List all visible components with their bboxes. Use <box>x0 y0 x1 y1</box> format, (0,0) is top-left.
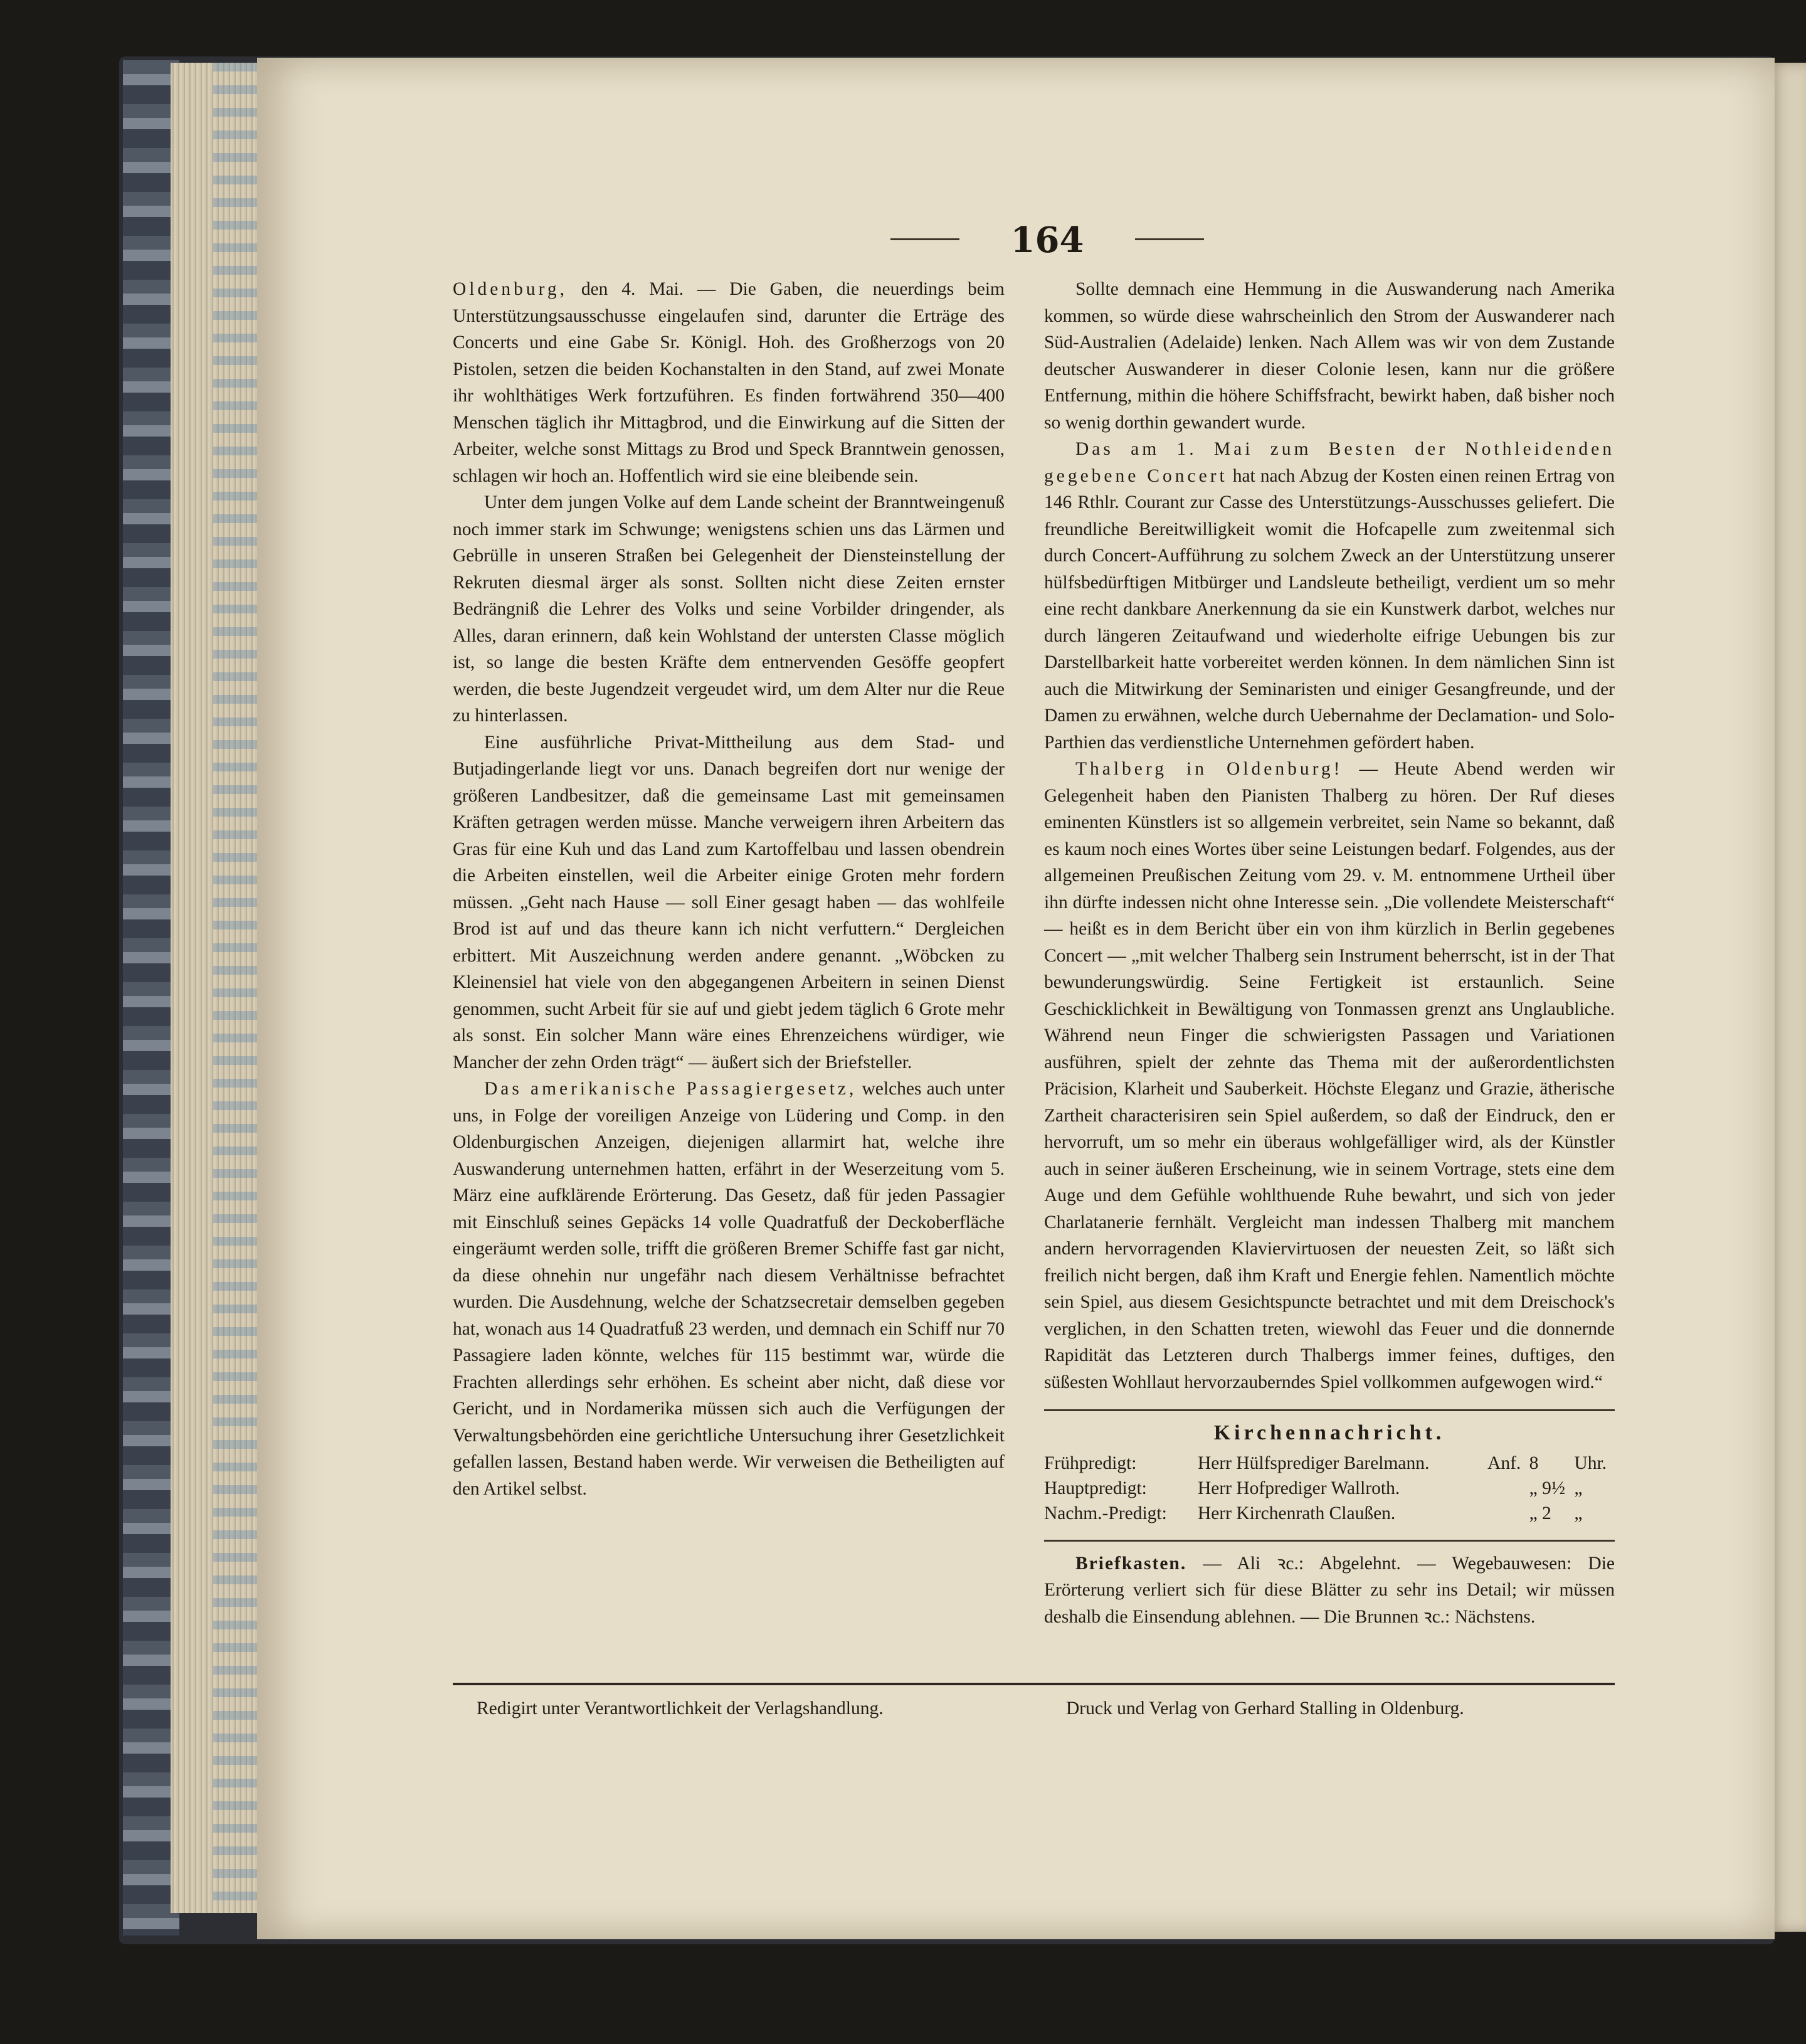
table-row <box>1044 1501 1615 1526</box>
article-text: Sollte demnach eine Hemmung in die Auswanderung nach Amerika kommen, so würde diese wahrscheinlich den Strom der Auswanderer nach Süd-Australien (Adelaide) lenken. Nach Allem was wir von dem Zustande deutscher Auswanderer in dieser Colonie lesen, kann nur die größere Entfernung, mithin die höhere Schiffsfracht, bewirkt haben, daß bisher noch so wenig dorthin gewandert wurde. <box>1044 279 1615 433</box>
service-anf <box>1487 1501 1529 1526</box>
briefkasten-paragraph <box>1044 1550 1615 1631</box>
article-lead: Das amerikanische Passagiergesetz, <box>484 1079 857 1099</box>
article-paragraph <box>1044 276 1615 436</box>
service-time: „ 2 <box>1529 1503 1551 1523</box>
article-text: — Heute Abend werden wir Gelegenheit haben den Pianisten Thalberg zu hören. Der Ruf dieses eminenten Künstlers ist so allgemein verbreitet, sein Name so bekannt, daß es kaum noch eines Wortes über seine Leistungen bedarf. Folgendes, aus der allgemeinen Preußischen Zeitung vom 29. v. M. entnommene Urtheil über ihn dürfte indessen nicht ohne Interesse sein. „Die vollendete Meisterschaft“ — heißt es in dem Bericht über ein von ihm kürzlich in Berlin gegebenes Concert — „mit welcher Thalberg sein Instrument beherrscht, ist in der That bewunderungswürdig. Seine Fertigkeit ist erstaunlich. Seine Geschicklichkeit in Bewältigung von Tonmassen grenzt ans Unglaubliche. Während neun Finger die schwierigsten Passagen und Variationen ausführen, spielt der zehnte das Thema mit der außerordentlichsten Präcision, Klarheit und Sauberkeit. Höchste Eleganz und Grazie, ätherische Zartheit characterisiren sein Spiel außerdem, so daß der Eindruck, den er hervorruft, um so mehr ein überaus wohlgefälliger wird, als der Künstler auch in seiner äußeren Erscheinung, wie in seinem Vortrage, stets eine dem Auge und dem Gefühle wohlthuende Ruhe bewahrt, und sich von jeder Charlatanerie fernhält. Vergleicht man indessen Thalberg mit manchem andern hervorragenden Klaviervirtuosen der neuesten Zeit, so läßt sich freilich nicht bergen, daß ihm Kraft und Energie fehlen. Namentlich möchte sein Spiel, aus diesem Gesichtspuncte betrachtet und mit dem Dreischock's verglichen, in den Schatten treten, wiewohl das Feuer und die donnernde Rapidität das Letzteren durch Thalbergs immer feines, duftiges, den süßesten Wohllaut hervorzauberndes Spiel vollkommen aufgewogen wird.“ <box>1044 759 1615 1392</box>
service-time: „ 9½ <box>1529 1478 1566 1498</box>
kirchennachricht-title: Kirchennachricht. <box>1213 1421 1445 1444</box>
article-paragraph <box>453 729 1005 1076</box>
service-label: Nachm.-Predigt: <box>1044 1503 1167 1523</box>
page-header <box>890 220 1204 263</box>
page-number: 164 <box>1010 220 1084 261</box>
service-anf <box>1487 1476 1529 1501</box>
article-text: hat nach Abzug der Kosten einen reinen Ertrag von 146 Rthlr. Courant zur Casse des Unterstützungs-Ausschusses geliefert. Die freundliche Bereitwilligkeit womit die Hofcapelle zum zweitenmal sich durch Concert-Aufführung zu solchem Zweck an der Unterstützung unserer hülfsbedürftigen Mitbürger und Landsleute betheiligt, verdient um so mehr eine recht dankbare Anerkennung da sie ein Kunstwerk darbot, welches nur durch längeren Zeitaufwand und wiederholte eifrige Uebungen bis zur Darstellbarkeit hatte vorbereitet werden können. In dem nämlichen Sinn ist auch die Mitwirkung der Seminaristen und einiger Gesangfreunde, und der Damen zu erwähnen, welche durch Uebernahme der Declamation- und Solo-Parthien das verdienstliche Unternehmen gefördert haben. <box>1044 465 1615 753</box>
article-lead: Thalberg in Oldenburg! <box>1075 759 1343 779</box>
section-divider <box>1044 1409 1615 1411</box>
service-preacher: Herr Hofprediger Wallroth. <box>1197 1478 1400 1498</box>
service-label: Hauptpredigt: <box>1044 1478 1147 1498</box>
article-text: Unter dem jungen Volke auf dem Lande scheint der Branntweingenuß noch immer stark im Schwunge; wenigstens schien uns das Lärmen und Gebrülle in unseren Straßen bei Gelegenheit der Diensteinstellung der Rekruten diesmal ärger als sonst. Sollten nicht diese Zeiten ernster Bedrängniß die Lehrer des Volks und seine Vorbilder dringender, als Alles, daran erinnern, daß kein Wohlstand der untersten Classe möglich ist, so lange die besten Kräfte dem entnervenden Gesöffe geopfert werden, die beste Jugendzeit vergeudet wird, um dem Alter nur die Reue zu hinterlassen. <box>453 492 1005 726</box>
briefkasten-text: — Ali ꝛc.: Abgelehnt. — Wegebauwesen: Die Erörterung verliert sich für diese Blätter zu sehr ins Detail; wir müssen deshalb die Einsendung ablehnen. — Die Brunnen ꝛc.: Nächstens. <box>1044 1553 1615 1627</box>
briefkasten-title: Briefkasten. <box>1075 1553 1187 1574</box>
table-row <box>1044 1476 1615 1501</box>
service-preacher: Herr Kirchenrath Claußen. <box>1197 1503 1396 1523</box>
service-schedule-table <box>1044 1451 1615 1526</box>
service-anf: Anf. <box>1487 1453 1521 1473</box>
service-unit: „ <box>1574 1503 1583 1523</box>
footer-printer-note: Druck und Verlag von Gerhard Stalling in Oldenburg. <box>1066 1698 1464 1718</box>
article-lead: Oldenburg, <box>453 279 568 299</box>
article-text: welches auch unter uns, in Folge der voreiligen Anzeige von Lüdering und Comp. in den Oldenburgischen Anzeigen, diejenigen allarmirt hat, welche ihre Auswanderung unternehmen hatten, erfährt in der Weserzeitung vom 5. März eine aufklärende Erörterung. Das Gesetz, daß für jeden Passagier mit Einschluß seines Gepäcks 14 volle Quadratfuß der Deckoberfläche eingeräumt werden solle, trifft die größeren Bremer Schiffe fast gar nicht, da diese ohnehin nur ungefähr nach diesem Verhältnisse befrachtet wurden. Die Ausdehnung, welche der Schatzsecretair demselben gegeben hat, wonach aus 14 Quadratfuß 23 werden, und demnach ein Schiff nur 70 Passagiere laden könnte, welches für 115 bestimmt war, würde die Frachten allerdings sehr erhöhen. Es scheint aber nicht, daß diese vor Gericht, und in Nordamerika müssen sich auch die Verfügungen der Verwaltungsbehörden eine gerichtliche Untersuchung ihrer Gesetzlichkeit gefallen lassen, Bestand haben werde. Wir verweisen die Betheiligten auf den Artikel selbst. <box>453 1079 1005 1499</box>
section-divider <box>1044 1540 1615 1542</box>
article-lead: Das am 1. Mai zum Besten der Nothleidenden gegebene Concert <box>1044 439 1615 486</box>
service-unit: „ <box>1574 1478 1583 1498</box>
table-row <box>1044 1451 1615 1476</box>
article-paragraph <box>453 276 1005 489</box>
footer-rule <box>453 1683 1615 1685</box>
service-time: 8 <box>1529 1453 1539 1473</box>
footer-editor-note: Redigirt unter Verantwortlichkeit der Verlagshandlung. <box>477 1698 884 1718</box>
article-text: Eine ausführliche Privat-Mittheilung aus dem Stad- und Butjadingerlande liegt vor uns. Danach begreifen dort nur wenige der größeren Landbesitzer, daß die gemeinsame Last mit gemeinsamen Kräften getragen werden müsse. Manche verweigern ihren Arbeitern das Gras für eine Kuh und das Land zum Kartoffelbau und lassen obendrein die Arbeiten einstellen, weil die Arbeiter einige Groten mehr fordern müssen. „Geht nach Hause — soll Einer gesagt haben — das wohlfeile Brod ist auf und das theure kann ich nicht verfuttern.“ Dergleichen erbittert. Mit Auszeichnung werden andere genannt. „Wöbcken zu Kleinensiel hat viele von den abgegangenen Arbeitern in seinen Dienst genommen, sucht Arbeit für sie auf und giebt jedem täglich 6 Grote mehr als sonst. Ein solcher Mann wäre eines Ehrenzeichens würdiger, wie Mancher der zehn Orden trägt“ — äußert sich der Briefsteller. <box>453 732 1005 1072</box>
article-text: den 4. Mai. — Die Gaben, die neuerdings beim Unterstützungsausschusse eingelaufen sind, darunter die Erträge des Concerts und eine Gabe Sr. Königl. Hoh. des Großherzogs von 20 Pistolen, setzen die beiden Kochanstalten in den Stand, auf zwei Monate ihr wohlthätiges Werk fortzuführen. Es finden fortwährend 350—400 Menschen täglich ihr Mittagbrod, und die Einwirkung auf die Sitten der Arbeiter, welche sonst Mittags zu Brod und Speck Branntwein genossen, schlagen wir hoch an. Hoffentlich wird sie eine bleibende sein. <box>453 279 1005 486</box>
header-rule-right <box>1135 238 1204 240</box>
article-paragraph <box>1044 756 1615 1395</box>
left-column <box>453 276 1005 1502</box>
article-paragraph <box>453 1076 1005 1502</box>
page-edge-tint <box>213 63 257 1913</box>
right-column <box>1044 276 1615 1630</box>
service-label: Frühpredigt: <box>1044 1453 1137 1473</box>
service-preacher: Herr Hülfsprediger Barelmann. <box>1197 1453 1430 1473</box>
article-paragraph <box>453 489 1005 729</box>
article-paragraph <box>1044 436 1615 756</box>
service-unit: Uhr. <box>1574 1453 1607 1473</box>
